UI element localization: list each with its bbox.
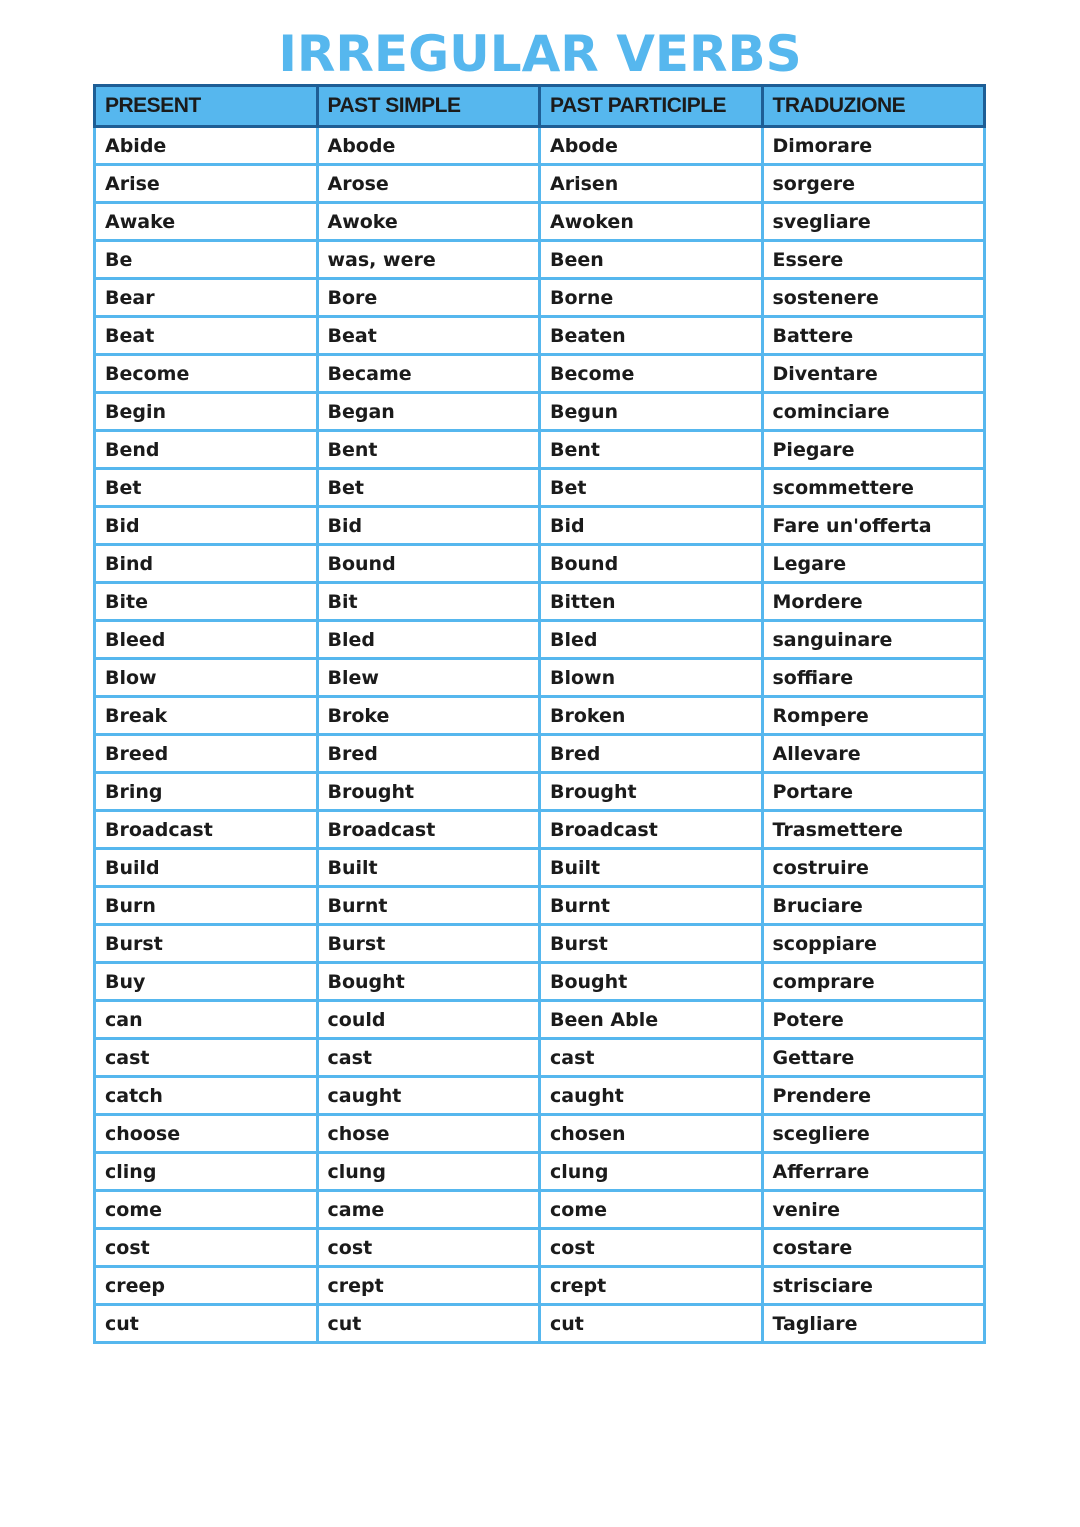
column-header-past-simple: PAST SIMPLE <box>317 86 540 127</box>
irregular-verbs-table <box>93 84 986 1344</box>
cell-present: Blow <box>95 659 318 697</box>
cell-past-simple: Burnt <box>317 887 540 925</box>
cell-traduzione: Essere <box>762 241 985 279</box>
cell-past-simple: chose <box>317 1115 540 1153</box>
cell-past-simple: Abode <box>317 127 540 165</box>
table-row <box>95 887 985 925</box>
cell-past-simple: caught <box>317 1077 540 1115</box>
cell-past-participle: Been <box>540 241 763 279</box>
cell-traduzione: costare <box>762 1229 985 1267</box>
cell-past-participle: Bet <box>540 469 763 507</box>
table-row <box>95 241 985 279</box>
cell-past-simple: Bred <box>317 735 540 773</box>
column-header-traduzione: TRADUZIONE <box>762 86 985 127</box>
cell-past-simple: Awoke <box>317 203 540 241</box>
cell-past-participle: Arisen <box>540 165 763 203</box>
table-row <box>95 355 985 393</box>
cell-traduzione: Gettare <box>762 1039 985 1077</box>
cell-past-participle: Broadcast <box>540 811 763 849</box>
cell-present: catch <box>95 1077 318 1115</box>
cell-present: Bind <box>95 545 318 583</box>
table-row <box>95 1267 985 1305</box>
cell-past-participle: Bent <box>540 431 763 469</box>
cell-present: Beat <box>95 317 318 355</box>
table-row <box>95 1001 985 1039</box>
cell-past-participle: Bound <box>540 545 763 583</box>
cell-past-participle: chosen <box>540 1115 763 1153</box>
cell-traduzione: Mordere <box>762 583 985 621</box>
cell-past-simple: Bent <box>317 431 540 469</box>
cell-past-participle: Bitten <box>540 583 763 621</box>
column-header-present: PRESENT <box>95 86 318 127</box>
cell-past-simple: could <box>317 1001 540 1039</box>
column-header-past-participle: PAST PARTICIPLE <box>540 86 763 127</box>
table-row <box>95 165 985 203</box>
cell-present: cost <box>95 1229 318 1267</box>
cell-past-participle: Awoken <box>540 203 763 241</box>
table-row <box>95 203 985 241</box>
cell-present: Bear <box>95 279 318 317</box>
cell-present: Buy <box>95 963 318 1001</box>
cell-present: Arise <box>95 165 318 203</box>
table-body <box>95 127 985 1343</box>
cell-past-participle: cut <box>540 1305 763 1343</box>
cell-past-participle: Burst <box>540 925 763 963</box>
cell-traduzione: scommettere <box>762 469 985 507</box>
cell-past-simple: was, were <box>317 241 540 279</box>
cell-past-simple: Bought <box>317 963 540 1001</box>
cell-traduzione: Portare <box>762 773 985 811</box>
cell-traduzione: Battere <box>762 317 985 355</box>
cell-traduzione: Potere <box>762 1001 985 1039</box>
cell-past-simple: cut <box>317 1305 540 1343</box>
cell-past-simple: clung <box>317 1153 540 1191</box>
cell-past-simple: Brought <box>317 773 540 811</box>
cell-present: Bid <box>95 507 318 545</box>
table-row <box>95 963 985 1001</box>
table-row <box>95 279 985 317</box>
table-row <box>95 507 985 545</box>
cell-traduzione: sanguinare <box>762 621 985 659</box>
table-row <box>95 1153 985 1191</box>
cell-present: Break <box>95 697 318 735</box>
cell-past-simple: Began <box>317 393 540 431</box>
cell-traduzione: soffiare <box>762 659 985 697</box>
cell-traduzione: svegliare <box>762 203 985 241</box>
cell-traduzione: Tagliare <box>762 1305 985 1343</box>
cell-past-participle: Bid <box>540 507 763 545</box>
cell-present: cut <box>95 1305 318 1343</box>
cell-traduzione: strisciare <box>762 1267 985 1305</box>
table-row <box>95 393 985 431</box>
cell-traduzione: cominciare <box>762 393 985 431</box>
cell-past-simple: Burst <box>317 925 540 963</box>
cell-traduzione: comprare <box>762 963 985 1001</box>
cell-past-participle: Built <box>540 849 763 887</box>
cell-past-participle: Bled <box>540 621 763 659</box>
cell-present: Abide <box>95 127 318 165</box>
cell-traduzione: Dimorare <box>762 127 985 165</box>
cell-past-simple: Became <box>317 355 540 393</box>
cell-present: choose <box>95 1115 318 1153</box>
table-row <box>95 1229 985 1267</box>
cell-traduzione: Trasmettere <box>762 811 985 849</box>
cell-past-simple: Bled <box>317 621 540 659</box>
cell-past-participle: Begun <box>540 393 763 431</box>
cell-traduzione: Fare un'offerta <box>762 507 985 545</box>
cell-past-simple: cost <box>317 1229 540 1267</box>
cell-present: Awake <box>95 203 318 241</box>
cell-past-participle: caught <box>540 1077 763 1115</box>
cell-traduzione: scoppiare <box>762 925 985 963</box>
cell-past-participle: come <box>540 1191 763 1229</box>
cell-past-participle: Blown <box>540 659 763 697</box>
cell-present: Bet <box>95 469 318 507</box>
cell-present: Broadcast <box>95 811 318 849</box>
cell-past-participle: Broken <box>540 697 763 735</box>
table-row <box>95 773 985 811</box>
cell-traduzione: Allevare <box>762 735 985 773</box>
header-row <box>95 86 985 127</box>
cell-past-participle: cost <box>540 1229 763 1267</box>
cell-past-simple: Bit <box>317 583 540 621</box>
cell-past-participle: Become <box>540 355 763 393</box>
cell-traduzione: scegliere <box>762 1115 985 1153</box>
cell-past-participle: Abode <box>540 127 763 165</box>
cell-present: can <box>95 1001 318 1039</box>
table-row <box>95 925 985 963</box>
table-row <box>95 621 985 659</box>
table-row <box>95 1077 985 1115</box>
cell-past-simple: Blew <box>317 659 540 697</box>
cell-past-participle: cast <box>540 1039 763 1077</box>
table-row <box>95 545 985 583</box>
cell-traduzione: venire <box>762 1191 985 1229</box>
cell-past-participle: Borne <box>540 279 763 317</box>
cell-present: Become <box>95 355 318 393</box>
table-row <box>95 735 985 773</box>
cell-traduzione: Piegare <box>762 431 985 469</box>
cell-present: Bite <box>95 583 318 621</box>
table-row <box>95 1305 985 1343</box>
cell-present: cast <box>95 1039 318 1077</box>
cell-present: cling <box>95 1153 318 1191</box>
cell-past-participle: Bred <box>540 735 763 773</box>
cell-traduzione: Rompere <box>762 697 985 735</box>
cell-past-simple: Broadcast <box>317 811 540 849</box>
table-row <box>95 127 985 165</box>
cell-traduzione: Bruciare <box>762 887 985 925</box>
table-row <box>95 849 985 887</box>
table-row <box>95 469 985 507</box>
cell-present: come <box>95 1191 318 1229</box>
table-row <box>95 317 985 355</box>
cell-present: Breed <box>95 735 318 773</box>
cell-past-participle: Bought <box>540 963 763 1001</box>
cell-past-simple: Arose <box>317 165 540 203</box>
cell-past-simple: Bet <box>317 469 540 507</box>
table-row <box>95 1115 985 1153</box>
cell-traduzione: Legare <box>762 545 985 583</box>
cell-traduzione: Afferrare <box>762 1153 985 1191</box>
cell-past-participle: clung <box>540 1153 763 1191</box>
cell-traduzione: sostenere <box>762 279 985 317</box>
table-row <box>95 1191 985 1229</box>
cell-present: Bring <box>95 773 318 811</box>
cell-past-simple: Beat <box>317 317 540 355</box>
cell-past-simple: crept <box>317 1267 540 1305</box>
cell-past-simple: Broke <box>317 697 540 735</box>
cell-traduzione: sorgere <box>762 165 985 203</box>
cell-past-simple: Bore <box>317 279 540 317</box>
cell-past-participle: Been Able <box>540 1001 763 1039</box>
page-title: IRREGULAR VERBS <box>278 25 802 83</box>
cell-past-simple: Bound <box>317 545 540 583</box>
table-row <box>95 697 985 735</box>
cell-past-participle: Brought <box>540 773 763 811</box>
cell-past-participle: Burnt <box>540 887 763 925</box>
cell-present: creep <box>95 1267 318 1305</box>
table-row <box>95 431 985 469</box>
cell-past-participle: crept <box>540 1267 763 1305</box>
table-row <box>95 583 985 621</box>
cell-traduzione: Diventare <box>762 355 985 393</box>
cell-past-simple: Built <box>317 849 540 887</box>
cell-present: Bleed <box>95 621 318 659</box>
cell-traduzione: costruire <box>762 849 985 887</box>
cell-present: Bend <box>95 431 318 469</box>
table-row <box>95 811 985 849</box>
cell-present: Build <box>95 849 318 887</box>
cell-present: Burn <box>95 887 318 925</box>
table-row <box>95 1039 985 1077</box>
cell-present: Begin <box>95 393 318 431</box>
cell-present: Burst <box>95 925 318 963</box>
cell-past-simple: Bid <box>317 507 540 545</box>
cell-present: Be <box>95 241 318 279</box>
cell-past-simple: cast <box>317 1039 540 1077</box>
cell-traduzione: Prendere <box>762 1077 985 1115</box>
cell-past-simple: came <box>317 1191 540 1229</box>
cell-past-participle: Beaten <box>540 317 763 355</box>
table-row <box>95 659 985 697</box>
